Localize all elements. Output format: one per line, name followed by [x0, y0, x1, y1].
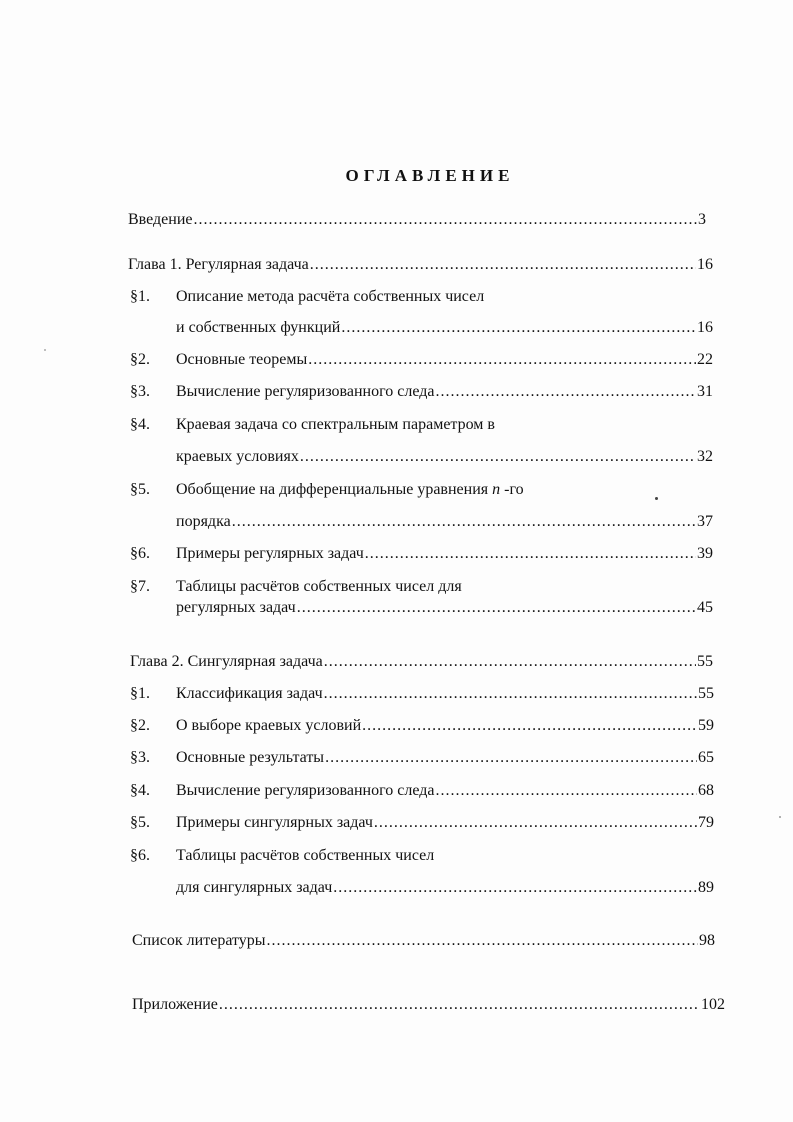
toc-leader-dots — [436, 380, 697, 404]
toc-entry-ch1-s5-line2 — [176, 510, 713, 534]
toc-page-number: 55 — [697, 653, 713, 670]
section-number: §7. — [130, 578, 150, 595]
toc-leader-dots — [219, 993, 700, 1017]
toc-entry-label: Основные результаты — [176, 749, 325, 766]
toc-leader-dots — [365, 542, 696, 566]
toc-leader-dots — [362, 714, 697, 738]
toc-entry-ch1-s3 — [130, 380, 713, 404]
section-number: §6. — [130, 847, 150, 864]
toc-entry-ch2-s6-line2 — [176, 876, 714, 900]
toc-entry-label: Глава 1. Регулярная задача — [128, 256, 309, 273]
toc-page-number: 22 — [697, 351, 713, 368]
toc-leader-dots — [297, 596, 696, 620]
toc-entry-label: краевых условиях — [176, 448, 299, 465]
section-number: §5. — [130, 481, 150, 498]
toc-entry-label: Примеры регулярных задач — [176, 545, 364, 562]
toc-entry-label: Список литературы — [132, 932, 266, 949]
toc-page-number: 55 — [698, 685, 714, 702]
toc-page-number: 102 — [701, 996, 725, 1013]
section-number: §4. — [130, 416, 150, 433]
toc-page-number: 68 — [698, 782, 714, 799]
toc-entry-ch1-s4-line1 — [130, 413, 713, 437]
toc-page-number: 39 — [697, 545, 713, 562]
scan-speck — [655, 497, 658, 500]
toc-page-number: 65 — [698, 749, 714, 766]
toc-page-number: 45 — [697, 599, 713, 616]
toc-entry-label: Классификация задач — [176, 685, 323, 702]
toc-leader-dots — [436, 779, 698, 803]
toc-page-number: 3 — [698, 211, 706, 228]
scan-speck — [44, 349, 46, 351]
toc-title: ОГЛАВЛЕНИЕ — [345, 166, 515, 185]
toc-entry-chapter-1 — [128, 253, 713, 277]
toc-entry-label: Вычисление регуляризованного следа — [176, 782, 435, 799]
toc-leader-dots — [341, 316, 696, 340]
toc-page-number: 16 — [697, 319, 713, 336]
toc-leader-dots — [310, 253, 696, 277]
toc-entry-ch1-s4-line2 — [176, 445, 713, 469]
toc-entry-label: Примеры сингулярных задач — [176, 814, 373, 831]
toc-page-number: 89 — [698, 879, 714, 896]
section-number: §1. — [130, 685, 150, 702]
toc-entry-ch1-s1-line2 — [176, 316, 713, 340]
toc-leader-dots — [333, 876, 697, 900]
toc-entry-chapter-2 — [130, 650, 713, 674]
toc-entry-ch2-s1 — [130, 682, 714, 706]
toc-entry-ch2-s2 — [130, 714, 714, 738]
section-number: §3. — [130, 749, 150, 766]
toc-entry-ch1-s5-line1 — [130, 478, 713, 502]
toc-leader-dots — [324, 682, 697, 706]
toc-entry-label: Вычисление регуляризованного следа — [176, 383, 435, 400]
section-number: §1. — [130, 288, 150, 305]
toc-page-number: 37 — [697, 513, 713, 530]
section-number: §2. — [130, 717, 150, 734]
toc-entry-ch2-s3 — [130, 746, 714, 770]
toc-entry-label: Описание метода расчёта собственных чисел — [176, 288, 485, 305]
toc-leader-dots — [194, 208, 698, 232]
toc-page-number: 59 — [698, 717, 714, 734]
toc-entry-label: О выборе краевых условий — [176, 717, 362, 734]
toc-entry-label: порядка — [176, 513, 231, 530]
section-number: §5. — [130, 814, 150, 831]
toc-entry-ch2-s4 — [130, 779, 714, 803]
toc-entry-label: Обобщение на дифференциальные уравнения n -го — [176, 481, 524, 498]
toc-page-number: 98 — [699, 932, 715, 949]
toc-entry-label: Основные теоремы — [176, 351, 308, 368]
section-number: §4. — [130, 782, 150, 799]
toc-entry-label: Приложение — [132, 996, 218, 1013]
toc-leader-dots — [324, 650, 696, 674]
toc-leader-dots — [267, 929, 698, 953]
toc-page-number: 79 — [698, 814, 714, 831]
toc-entry-ch2-s5 — [130, 811, 714, 835]
toc-page-number: 32 — [697, 448, 713, 465]
toc-entry-ch1-s1-line1 — [130, 285, 713, 309]
section-number: §3. — [130, 383, 150, 400]
toc-entry-ch1-s7-line2 — [176, 596, 713, 620]
toc-page-number: 16 — [697, 256, 713, 273]
scan-speck — [779, 816, 781, 818]
toc-entry-appendix — [132, 993, 725, 1017]
toc-entry-intro — [128, 208, 706, 232]
variable-n: n — [492, 481, 501, 498]
toc-entry-label: Введение — [128, 211, 193, 228]
toc-page-number: 31 — [697, 383, 713, 400]
toc-entry-ch1-s2 — [130, 348, 713, 372]
toc-entry-ch2-s6-line1 — [130, 844, 714, 868]
toc-leader-dots — [300, 445, 696, 469]
toc-entry-label: Таблицы расчётов собственных чисел для — [176, 578, 462, 595]
toc-leader-dots — [374, 811, 697, 835]
toc-leader-dots — [325, 746, 697, 770]
section-number: §2. — [130, 351, 150, 368]
toc-entry-label: и собственных функций — [176, 319, 341, 336]
toc-entry-label: Таблицы расчётов собственных чисел — [176, 847, 435, 864]
toc-entry-label: Глава 2. Сингулярная задача — [130, 653, 323, 670]
toc-entry-references — [132, 929, 715, 953]
toc-entry-ch1-s6 — [130, 542, 713, 566]
toc-leader-dots — [308, 348, 696, 372]
toc-entry-label: Краевая задача со спектральным параметром в — [176, 416, 495, 433]
section-number: §6. — [130, 545, 150, 562]
toc-entry-label: для сингулярных задач — [176, 879, 333, 896]
toc-leader-dots — [232, 510, 696, 534]
toc-entry-label: регулярных задач — [176, 599, 296, 616]
